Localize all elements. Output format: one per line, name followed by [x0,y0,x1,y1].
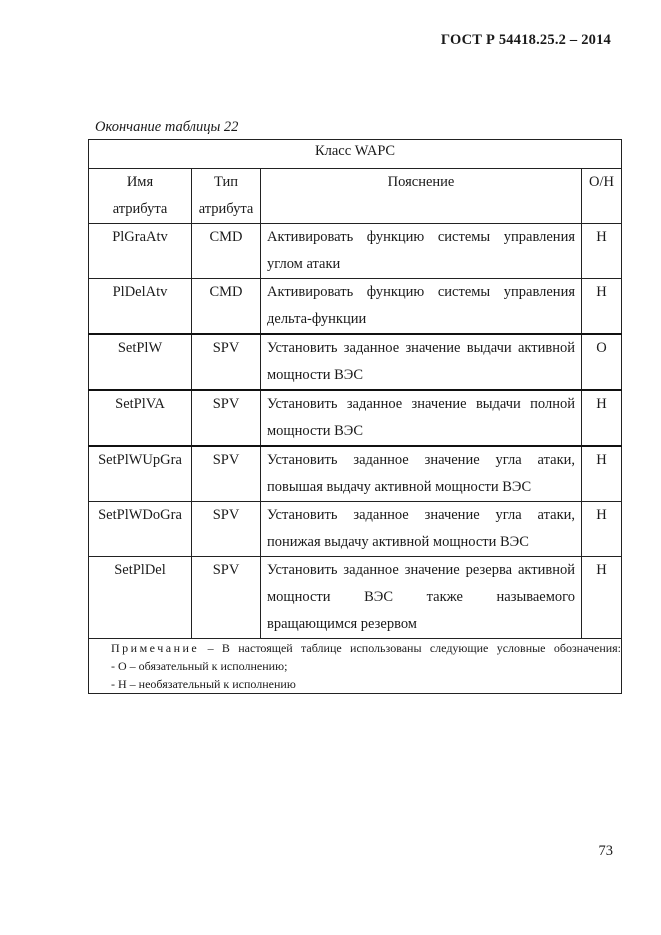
attribute-explanation: Установить заданное значение резерва активной мощности ВЭС также называемого вращающимся резервом [261,557,582,639]
note-text: – В настоящей таблице использованы следующие условные обозначения: [199,641,622,655]
table-row [89,279,622,335]
attribute-name: SetPlWDoGra [89,502,192,557]
note-item-optional: - Н – необязательный к исполнению [111,677,296,691]
column-header-name [89,169,192,224]
column-header-type-line1: Тип [213,174,238,190]
class-title-row [89,140,622,169]
attribute-name: PlGraAtv [89,224,192,279]
attribute-name: PlDelAtv [89,279,192,335]
table-row [89,502,622,557]
attribute-name: SetPlVA [89,390,192,446]
attribute-explanation: Активировать функцию системы управления углом атаки [261,224,582,279]
attribute-oh: Н [582,557,622,639]
table-note [89,639,622,694]
attribute-name: SetPlDel [89,557,192,639]
attribute-name: SetPlWUpGra [89,446,192,502]
attribute-oh: Н [582,502,622,557]
note-first-line [89,639,621,657]
attribute-type: CMD [192,279,261,335]
table-row [89,446,622,502]
attribute-type: CMD [192,224,261,279]
attribute-oh: Н [582,446,622,502]
attribute-explanation: Установить заданное значение выдачи полной мощности ВЭС [261,390,582,446]
column-header-oh: О/Н [582,169,622,224]
column-header-name-line1: Имя [126,174,154,190]
table-row [89,390,622,446]
note-label: Примечание [111,641,200,655]
attribute-name: SetPlW [89,334,192,390]
class-title: Класс WAPC [89,140,622,169]
attribute-type: SPV [192,390,261,446]
table-row [89,334,622,390]
page-number: 73 [598,843,613,859]
attribute-type: SPV [192,334,261,390]
table-row [89,557,622,639]
attribute-type: SPV [192,557,261,639]
column-header-row [89,169,622,224]
column-header-explanation: Пояснение [261,169,582,224]
table-row [89,224,622,279]
attribute-type: SPV [192,446,261,502]
attribute-explanation: Установить заданное значение угла атаки, понижая выдачу активной мощности ВЭС [261,502,582,557]
attribute-explanation: Установить заданное значение угла атаки, повышая выдачу активной мощности ВЭС [261,446,582,502]
attribute-oh: Н [582,279,622,335]
attribute-oh: О [582,334,622,390]
column-header-type-line2: атрибута [198,201,254,217]
column-header-name-line2: атрибута [112,201,168,217]
attribute-oh: Н [582,390,622,446]
table-caption: Окончание таблицы 22 [95,119,239,135]
attribute-table [88,139,622,694]
column-header-type [192,169,261,224]
table-note-row [89,639,622,694]
document-header: ГОСТ Р 54418.25.2 – 2014 [440,32,611,48]
note-item-mandatory: - О – обязательный к исполнению; [111,659,288,673]
attribute-type: SPV [192,502,261,557]
attribute-explanation: Установить заданное значение выдачи активной мощности ВЭС [261,334,582,390]
attribute-explanation: Активировать функцию системы управления дельта-функции [261,279,582,335]
attribute-oh: Н [582,224,622,279]
